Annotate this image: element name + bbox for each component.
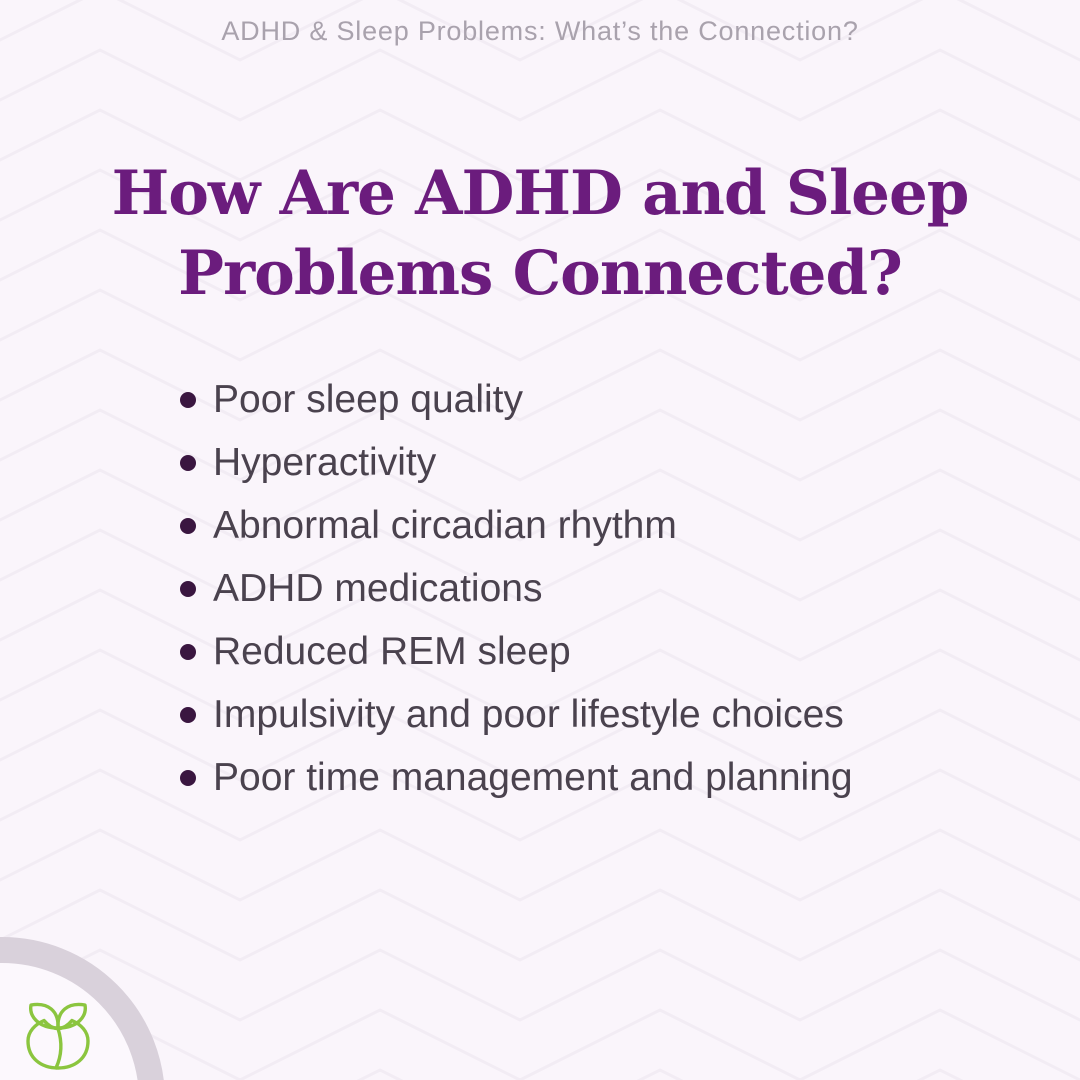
header-caption: ADHD & Sleep Problems: What’s the Connection? <box>221 16 859 46</box>
connection-list <box>180 368 853 809</box>
lotus-flower-icon <box>22 1000 94 1072</box>
page-title <box>0 154 1080 314</box>
list-item <box>180 368 853 431</box>
list-item-text: Poor sleep quality <box>213 377 524 421</box>
list-item <box>180 620 853 683</box>
list-item <box>180 431 853 494</box>
list-item <box>180 494 853 557</box>
bullet-dot-icon <box>180 707 196 723</box>
page-header <box>0 16 1080 47</box>
list-item-text: Abnormal circadian rhythm <box>213 503 677 547</box>
bullet-dot-icon <box>180 518 196 534</box>
list-item-text: ADHD medications <box>213 566 543 610</box>
bullet-dot-icon <box>180 644 196 660</box>
list-item-text: Impulsivity and poor lifestyle choices <box>213 692 844 736</box>
list-item-text: Poor time management and planning <box>213 755 853 799</box>
list-item <box>180 683 853 746</box>
bullet-dot-icon <box>180 455 196 471</box>
list-item <box>180 557 853 620</box>
title-line-2: Problems Connected? <box>178 238 902 309</box>
list-item-text: Hyperactivity <box>213 440 437 484</box>
bullet-dot-icon <box>180 392 196 408</box>
list-item-text: Reduced REM sleep <box>213 629 571 673</box>
title-line-1: How Are ADHD and Sleep <box>111 158 969 229</box>
lotus-center-split <box>56 1029 61 1069</box>
bullet-dot-icon <box>180 581 196 597</box>
